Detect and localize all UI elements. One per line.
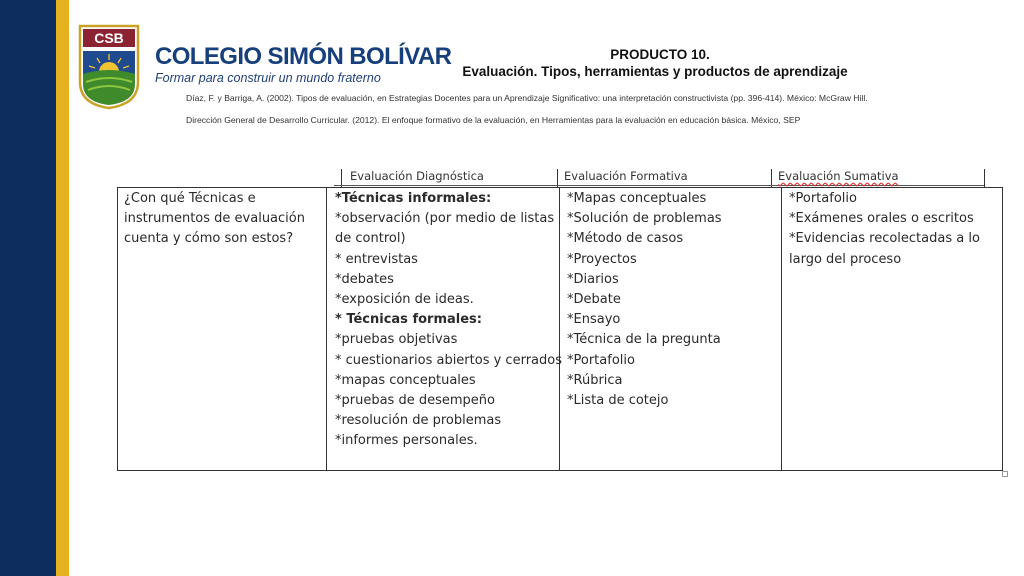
list-item: *Técnica de la pregunta xyxy=(567,332,721,348)
list-item: *pruebas de desempeño xyxy=(335,393,495,409)
list-item: *mapas conceptuales xyxy=(335,372,476,388)
list-item: *exposición de ideas. xyxy=(335,292,474,308)
header-underline xyxy=(334,185,984,186)
resize-handle[interactable] xyxy=(1002,471,1008,477)
header-sumativa: Evaluación Sumativa xyxy=(778,169,899,183)
table-column-divider xyxy=(326,187,327,471)
list-item: *Portafolio xyxy=(567,352,635,368)
list-item: *Método de casos xyxy=(567,231,684,247)
shield-abbrev: CSB xyxy=(94,30,124,46)
list-item: largo del proceso xyxy=(789,251,902,267)
diagnostica-cell xyxy=(335,189,562,452)
school-motto: Formar para construir un mundo fraterno xyxy=(155,71,381,85)
list-item: *Mapas conceptuales xyxy=(567,191,707,206)
list-item: *debates xyxy=(335,271,394,287)
sumativa-cell xyxy=(789,189,980,270)
list-item: *Rúbrica xyxy=(567,372,623,388)
list-item: *Diarios xyxy=(567,271,619,287)
list-item: * Técnicas formales: xyxy=(335,312,482,328)
list-item: *Ensayo xyxy=(567,312,621,328)
list-item: *Debate xyxy=(567,292,621,308)
question-line: instrumentos de evaluación xyxy=(124,211,305,227)
list-item: *Exámenes orales o escritos xyxy=(789,211,974,227)
school-name: COLEGIO SIMÓN BOLÍVAR xyxy=(155,43,452,70)
school-shield-logo xyxy=(78,24,140,110)
list-item: *observación (por medio de listas xyxy=(335,211,555,227)
page-subtitle: Evaluación. Tipos, herramientas y productos de aprendizaje xyxy=(462,64,848,79)
header-formativa: Evaluación Formativa xyxy=(564,169,688,183)
formativa-cell xyxy=(567,189,722,411)
list-item: de control) xyxy=(335,231,406,247)
list-item: *resolución de problemas xyxy=(335,413,502,429)
question-line: cuenta y cómo son estos? xyxy=(124,231,294,247)
question-line: ¿Con qué Técnicas e xyxy=(124,191,256,206)
list-item: * entrevistas xyxy=(335,251,418,267)
page-title: PRODUCTO 10. xyxy=(610,47,710,62)
question-cell xyxy=(124,189,305,250)
list-item: *pruebas objetivas xyxy=(335,332,458,348)
list-item: *Solución de problemas xyxy=(567,211,722,227)
list-item: *informes personales. xyxy=(335,433,478,449)
list-item: *Portafolio xyxy=(789,191,857,206)
reference-1: Díaz, F. y Barriga, A. (2002). Tipos de evaluación, en Estrategias Docentes para un Aprendizaje Significativo: una interpretación constructivista (pp. 396-414). México: McGraw Hill. xyxy=(186,93,868,103)
list-item: *Lista de cotejo xyxy=(567,393,669,409)
header-divider xyxy=(984,169,985,187)
header-diagnostica: Evaluación Diagnóstica xyxy=(350,169,484,183)
left-gold-bar xyxy=(56,0,69,576)
list-item: *Evidencias recolectadas a lo xyxy=(789,231,980,247)
list-item: * cuestionarios abiertos y cerrados xyxy=(335,352,562,368)
list-item: *Proyectos xyxy=(567,251,637,267)
left-navy-bar xyxy=(0,0,56,576)
table-column-divider xyxy=(781,187,782,471)
list-item: *Técnicas informales: xyxy=(335,191,492,206)
reference-2: Dirección General de Desarrollo Curricular. (2012). El enfoque formativo de la evaluación, en Herramientas para la evaluación en educación básica. México, SEP xyxy=(186,115,801,125)
